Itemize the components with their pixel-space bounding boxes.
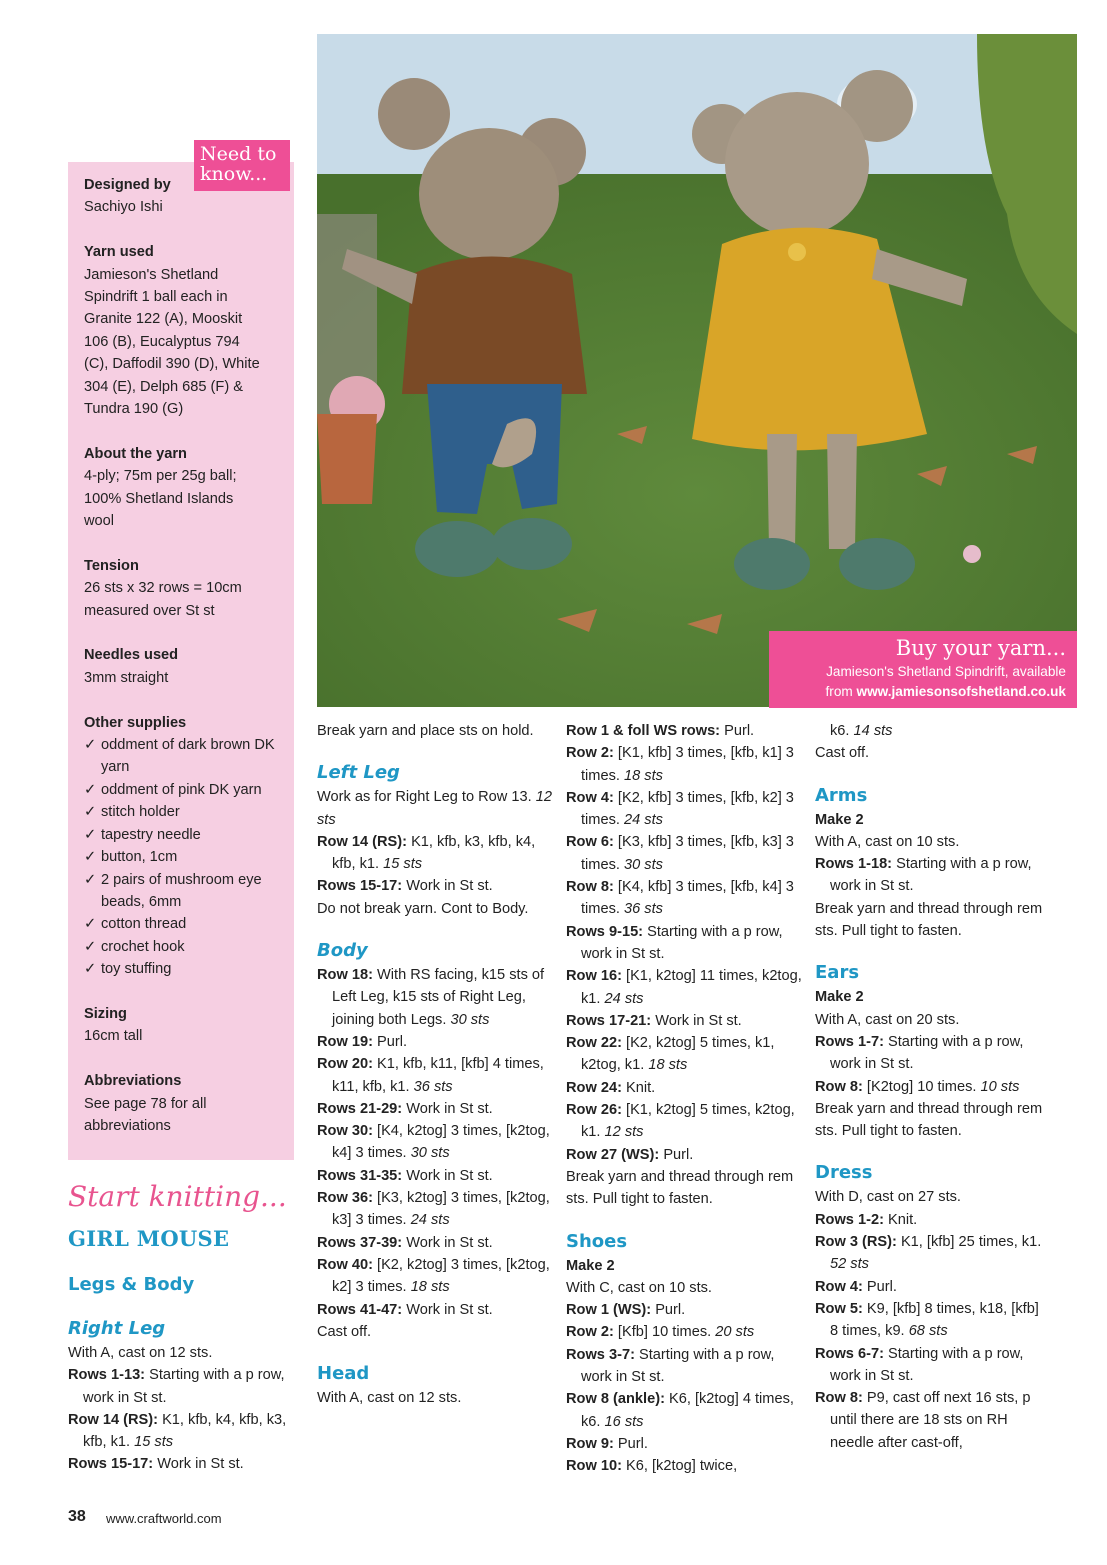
break-yarn-text: Break yarn and place sts on hold.: [317, 723, 534, 739]
row-instruction: Break yarn and thread through rem sts. Pull tight to fasten.: [815, 1100, 1043, 1140]
row-instruction: Rows 6-7: Starting with a p row, work in St st.: [815, 1345, 1024, 1384]
row-instruction: k6. 14 sts: [830, 723, 893, 739]
row-instruction: Cast off.: [815, 745, 870, 762]
dress-heading: Dress: [815, 1162, 873, 1184]
list-item: ✓ 2 pairs of mushroom eye beads, 6mm: [84, 869, 280, 914]
pattern-column-4: [815, 720, 1051, 1454]
list-item: ✓ oddment of pink DK yarn: [84, 779, 280, 801]
row-instruction: Row 8: P9, cast off next 16 sts, p until there are 18 sts on RH needle after cast-off,: [815, 1390, 1031, 1451]
row-instruction: Break yarn and thread through rem sts. Pull tight to fasten.: [815, 900, 1043, 940]
row-instruction: Row 4: Purl.: [815, 1278, 897, 1295]
row-instruction: Row 8: [K2tog] 10 times. 10 sts: [815, 1078, 1020, 1095]
row-instruction: Row 27 (WS): Purl.: [566, 1146, 694, 1163]
row-instruction: Row 26: [K1, k2tog] 5 times, k2tog, k1. 12 sts: [566, 1102, 795, 1141]
row-instruction: Rows 41-47: Work in St st.: [317, 1301, 493, 1318]
list-item: ✓ toy stuffing: [84, 958, 280, 980]
list-item: ✓ button, 1cm: [84, 846, 280, 868]
row-instruction: Rows 21-29: Work in St st.: [317, 1100, 493, 1117]
buy-box-prefix: from: [825, 684, 853, 699]
start-knitting-heading: Start knitting...: [68, 1180, 287, 1213]
designed-by-text: Sachiyo Ishi: [84, 199, 163, 216]
row-instruction: Rows 17-21: Work in St st.: [566, 1012, 742, 1029]
row-instruction: Row 40: [K2, k2tog] 3 times, [k2tog, k2] 3 times. 18 sts: [317, 1256, 550, 1296]
make-count: Make 2: [566, 1257, 615, 1274]
right-leg-cast-on: With A, cast on 12 sts.: [68, 1345, 213, 1361]
row-instruction: Row 22: [K2, k2tog] 5 times, k1, k2tog, k1. 18 sts: [566, 1035, 775, 1074]
row-instruction: Row 30: [K4, k2tog] 3 times, [k2tog, k4] 3 times. 30 sts: [317, 1123, 550, 1162]
pattern-column-2: [317, 720, 553, 1409]
about-yarn-text: 4-ply; 75m per 25g ball; 100% Shetland Islands wool: [84, 468, 237, 530]
needles-heading: Needles used: [84, 647, 179, 664]
row-instruction: Rows 1-13: Starting with a p row, work in St st.: [68, 1367, 285, 1406]
abbreviations-block: [84, 1070, 280, 1137]
row-instruction: Row 9: Purl.: [566, 1435, 648, 1452]
row-instruction: With D, cast on 27 sts.: [815, 1189, 961, 1206]
row-instruction: Rows 3-7: Starting with a p row, work in St st.: [566, 1346, 775, 1386]
yarn-used-heading: Yarn used: [84, 244, 154, 261]
buy-box-title: Buy your yarn...: [895, 636, 1066, 660]
row-instruction: Rows 1-18: Starting with a p row, work in St st.: [815, 856, 1032, 895]
row-instruction: Break yarn and thread through rem sts. Pull tight to fasten.: [566, 1168, 794, 1208]
need-to-know-tab: Need to know...: [194, 140, 290, 191]
supplies-list: [84, 734, 280, 980]
row-instruction: Rows 15-17: Work in St st.: [68, 1456, 244, 1473]
abbreviations-heading: Abbreviations: [84, 1073, 182, 1090]
arms-heading: Arms: [815, 784, 868, 806]
row-instruction: Row 6: [K3, kfb] 3 times, [kfb, k3] 3 times. 30 sts: [566, 834, 794, 873]
row-instruction: With A, cast on 12 sts.: [317, 1390, 462, 1407]
list-item: ✓ crochet hook: [84, 936, 280, 958]
jamieson-link[interactable]: www.jamiesonsofshetland.co.uk: [856, 684, 1066, 699]
body-heading: Body: [317, 940, 368, 962]
photo-illustration: [317, 34, 1077, 707]
supplies-block: [84, 712, 280, 981]
row-instruction: Row 4: [K2, kfb] 3 times, [kfb, k2] 3 times. 24 sts: [566, 789, 794, 829]
legs-body-heading: Legs & Body: [68, 1274, 195, 1295]
head-heading: Head: [317, 1363, 370, 1385]
row-instruction: Rows 37-39: Work in St st.: [317, 1234, 493, 1251]
needles-text: 3mm straight: [84, 669, 169, 686]
row-instruction: Row 18: With RS facing, k15 sts of Left Leg, k15 sts of Right Leg, joining both Legs. 30 sts: [317, 967, 545, 1028]
row-instruction: Row 24: Knit.: [566, 1079, 656, 1096]
footer-url[interactable]: www.craftworld.com: [106, 1511, 222, 1526]
row-instruction: Row 10: K6, [k2tog] twice,: [566, 1458, 738, 1475]
page-number: 38: [68, 1508, 86, 1525]
about-yarn-block: [84, 443, 280, 533]
row-instruction: Rows 1-7: Starting with a p row, work in St st.: [815, 1033, 1024, 1073]
list-item: ✓ tapestry needle: [84, 824, 280, 846]
yarn-used-block: [84, 241, 280, 420]
row-instruction: Row 8: [K4, kfb] 3 times, [kfb, k4] 3 times. 36 sts: [566, 879, 794, 918]
supplies-heading: Other supplies: [84, 714, 187, 731]
row-instruction: Rows 15-17: Work in St st.: [317, 878, 493, 895]
buy-your-yarn-box: [769, 631, 1077, 708]
row-instruction: Row 2: [Kfb] 10 times. 20 sts: [566, 1324, 755, 1341]
row-instruction: With A, cast on 20 sts.: [815, 1011, 960, 1028]
list-item: ✓ oddment of dark brown DK yarn: [84, 734, 280, 779]
make-count: Make 2: [815, 989, 864, 1006]
knitted-mice-photo: [317, 34, 1077, 707]
row-instruction: Cast off.: [317, 1323, 372, 1340]
tension-heading: Tension: [84, 557, 139, 574]
row-instruction: Row 1 (WS): Purl.: [566, 1302, 686, 1319]
buy-box-line2: [777, 682, 1066, 702]
right-leg-heading: Right Leg: [68, 1318, 166, 1339]
list-item: ✓ stitch holder: [84, 801, 280, 823]
about-yarn-heading: About the yarn: [84, 445, 187, 462]
row-instruction: Row 19: Purl.: [317, 1033, 408, 1050]
make-count: Make 2: [815, 811, 864, 828]
row-instruction: Rows 1-2: Knit.: [815, 1211, 918, 1228]
row-instruction: Row 3 (RS): K1, [kfb] 25 times, k1. 52 sts: [815, 1234, 1042, 1273]
left-leg-heading: Left Leg: [317, 762, 400, 784]
row-instruction: Row 5: K9, [kfb] 8 times, k18, [kfb] 8 times, k9. 68 sts: [815, 1300, 1039, 1340]
row-instruction: Row 16: [K1, k2tog] 11 times, k2tog, k1. 24 sts: [566, 968, 802, 1007]
row-instruction: Rows 31-35: Work in St st.: [317, 1167, 493, 1184]
sizing-heading: Sizing: [84, 1005, 127, 1022]
tension-block: [84, 555, 280, 622]
pattern-column-3: [566, 720, 802, 1478]
list-item: ✓ cotton thread: [84, 913, 280, 935]
row-instruction: Do not break yarn. Cont to Body.: [317, 900, 529, 917]
shoes-heading: Shoes: [566, 1230, 628, 1252]
row-instruction: Row 1 & foll WS rows: Purl.: [566, 723, 755, 739]
row-instruction: Row 14 (RS): K1, kfb, k3, kfb, k4, kfb, k1. 15 sts: [317, 833, 536, 873]
girl-mouse-heading: GIRL MOUSE: [68, 1226, 230, 1251]
needles-block: [84, 644, 280, 689]
row-instruction: Row 14 (RS): K1, kfb, k4, kfb, k3, kfb, k1. 15 sts: [68, 1411, 287, 1451]
tension-text: 26 sts x 32 rows = 10cm measured over St st: [84, 580, 242, 619]
row-instruction: Row 8 (ankle): K6, [k2tog] 4 times, k6. 16 sts: [566, 1391, 794, 1430]
pattern-column-1: [68, 1272, 304, 1476]
yarn-used-text: Jamieson's Shetland Spindrift 1 ball each in Granite 122 (A), Mooskit 106 (B), Eucalyptus 794 (C), Daffodil 390 (D), White 304 (E), Delph 685 (F) & Tundra 190 (G): [84, 266, 260, 418]
ears-heading: Ears: [815, 962, 860, 984]
buy-box-line1: Jamieson's Shetland Spindrift, available: [826, 664, 1066, 679]
row-instruction: Row 36: [K3, k2tog] 3 times, [k2tog, k3] 3 times. 24 sts: [317, 1190, 550, 1229]
row-instruction: With A, cast on 10 sts.: [815, 833, 960, 850]
row-instruction: Work as for Right Leg to Row 13. 12 sts: [317, 789, 552, 828]
sizing-block: [84, 1003, 280, 1048]
row-instruction: With C, cast on 10 sts.: [566, 1279, 712, 1296]
sizing-text: 16cm tall: [84, 1028, 143, 1045]
row-instruction: Row 2: [K1, kfb] 3 times, [kfb, k1] 3 times. 18 sts: [566, 745, 794, 784]
abbreviations-text: See page 78 for all abbreviations: [84, 1095, 207, 1134]
need-to-know-panel: [68, 162, 294, 1160]
designed-by-heading: Designed by: [84, 177, 171, 193]
row-instruction: Row 20: K1, kfb, k11, [kfb] 4 times, k11, kfb, k1. 36 sts: [317, 1056, 544, 1095]
row-instruction: Rows 9-15: Starting with a p row, work in St st.: [566, 923, 783, 962]
